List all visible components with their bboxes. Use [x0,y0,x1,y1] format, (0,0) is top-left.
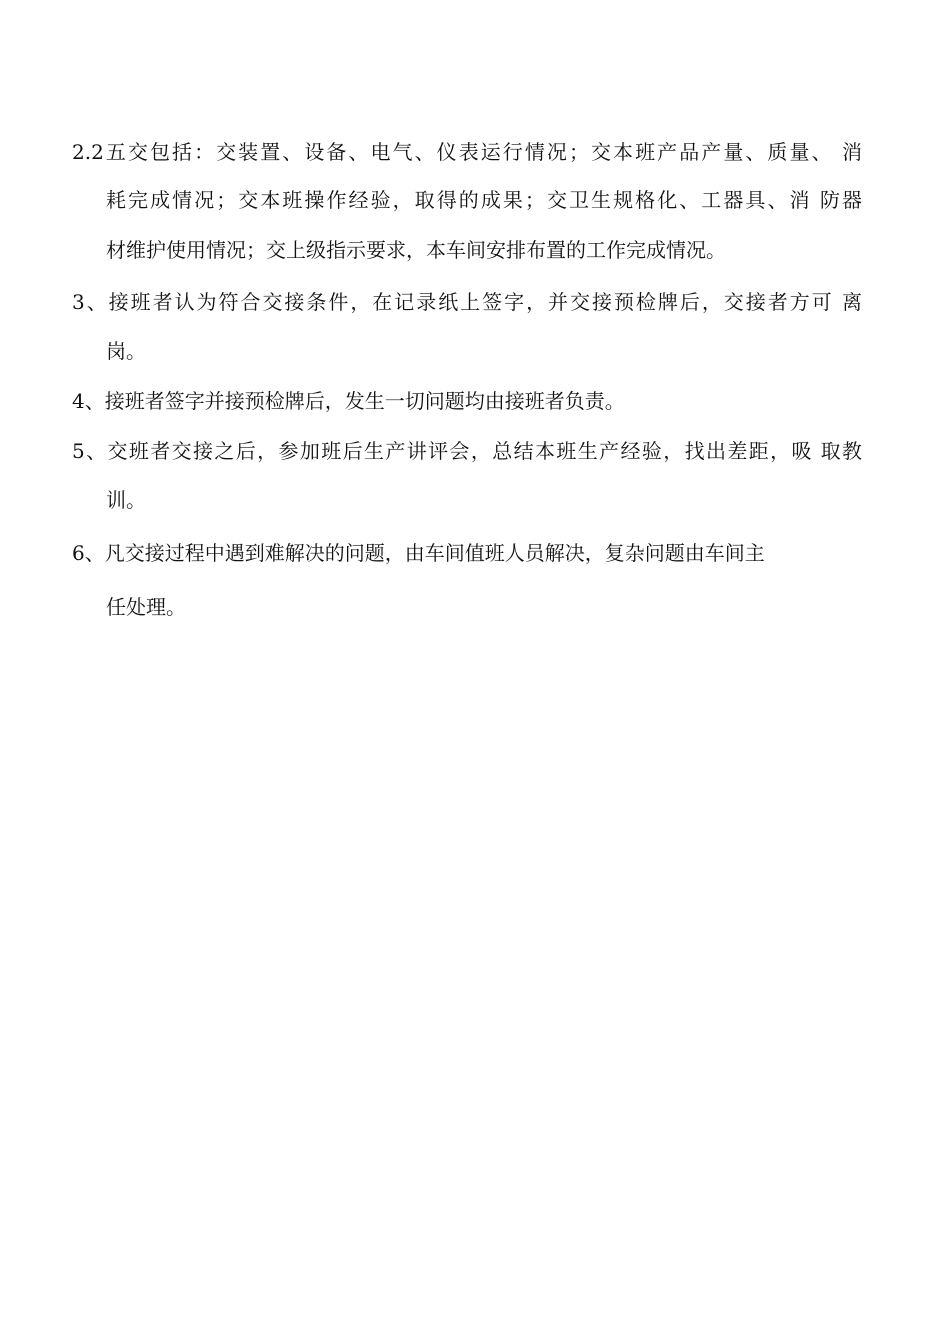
paragraph-6-line-2: 任处理。 [106,595,186,619]
paragraph-5-line-1: 5、交班者交接之后，参加班后生产讲评会，总结本班生产经验，找出差距，吸 取教 [72,439,862,463]
paragraph-2-2-line-2: 耗完成情况；交本班操作经验，取得的成果；交卫生规格化、工器具、消 防器 [106,188,862,212]
paragraph-6-line-1: 6、凡交接过程中遇到难解决的问题，由车间值班人员解决，复杂问题由车间主 [72,541,765,565]
paragraph-3-line-2: 岗。 [106,339,146,363]
paragraph-3-line-1: 3、接班者认为符合交接条件，在记录纸上签字，并交接预检牌后，交接者方可 离 [72,290,862,314]
paragraph-2-2-line-1: 2.2五交包括：交装置、设备、电气、仪表运行情况；交本班产品产量、质量、 消 [72,140,862,164]
paragraph-4-line-1: 4、接班者签字并接预检牌后，发生一切问题均由接班者负责。 [72,389,625,413]
paragraph-5-line-2: 训。 [106,488,146,512]
paragraph-2-2-line-3: 材维护使用情况；交上级指示要求，本车间安排布置的工作完成情况。 [106,238,726,262]
